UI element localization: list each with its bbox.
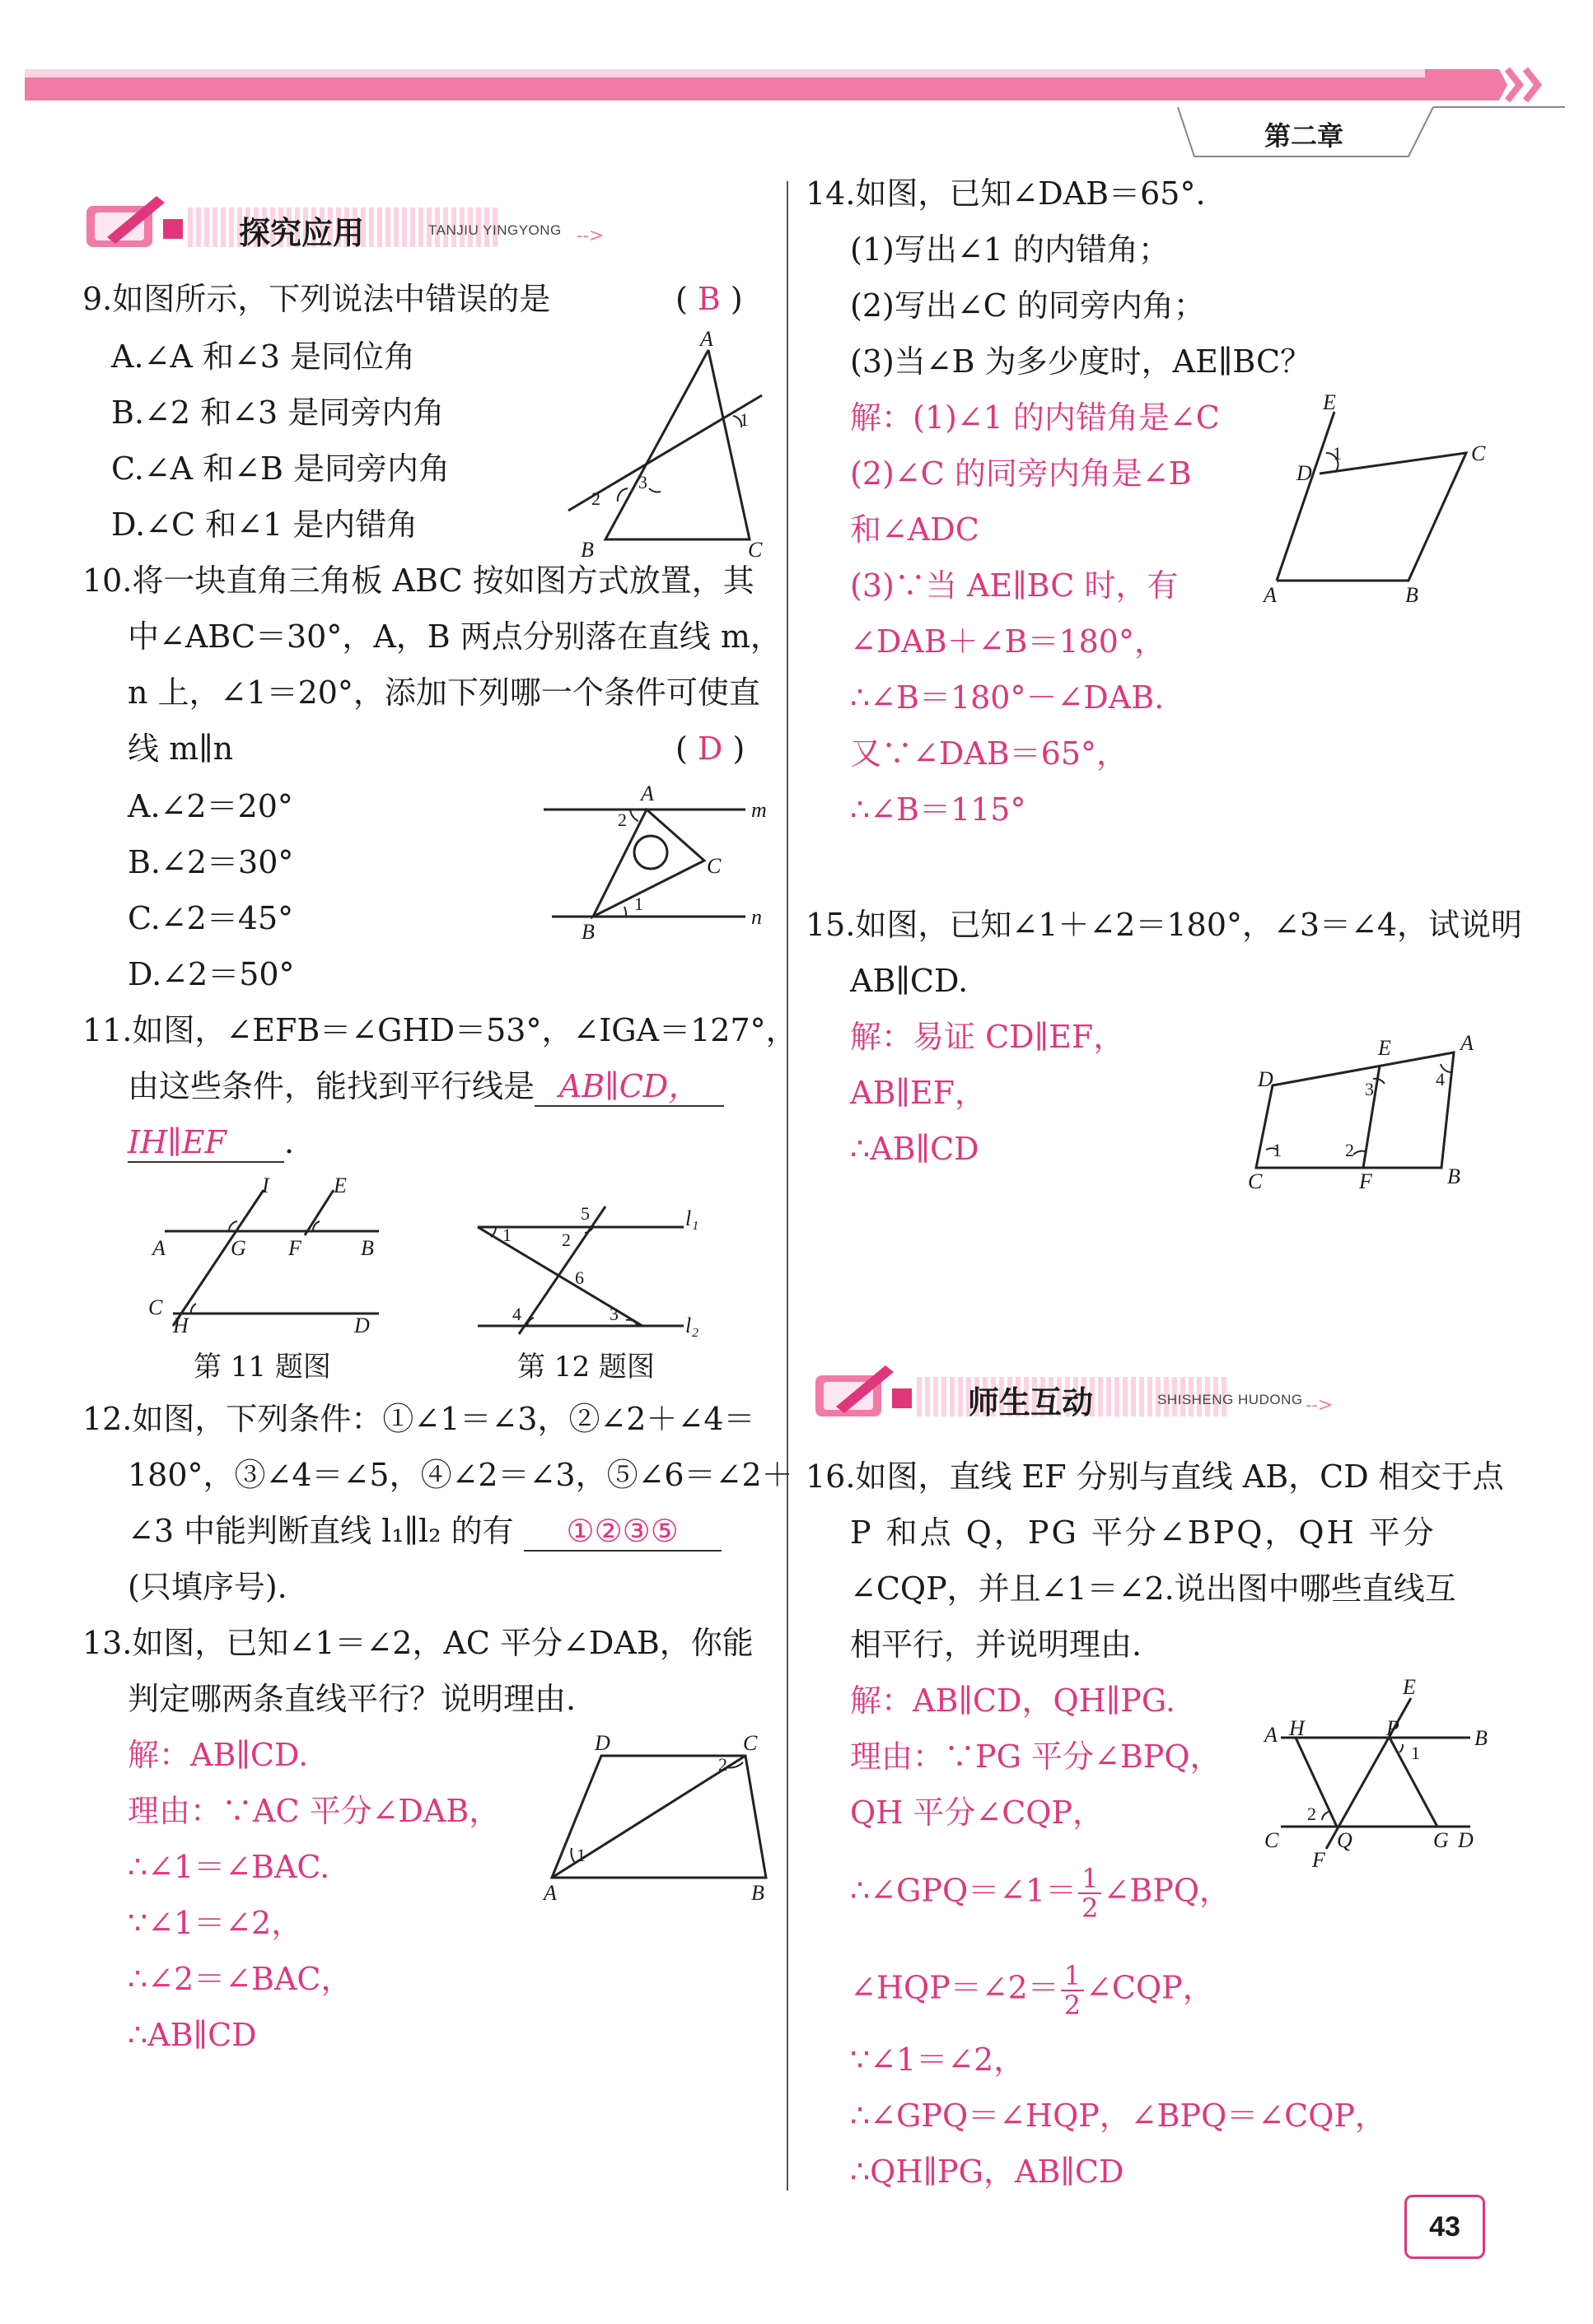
q15-sol-2: AB∥EF，	[850, 1075, 987, 1111]
label-2: 2	[618, 810, 627, 830]
label-A: A	[1460, 1031, 1474, 1055]
label-C: C	[148, 1295, 163, 1319]
q10-option-d: D.∠2＝50°	[128, 956, 295, 992]
label-B: B	[1405, 583, 1418, 607]
label-P: P	[1386, 1716, 1399, 1740]
q13-figure	[535, 1729, 774, 1911]
label-l1: l₁	[685, 1206, 699, 1230]
q9-option-c: C.∠A 和∠B 是同旁内角	[111, 450, 451, 487]
q11-line-1: 11.如图，∠EFB＝∠GHD＝53°，∠IGA＝127°，	[82, 1012, 797, 1048]
q14-line-1: 14.如图，已知∠DAB＝65°.	[806, 175, 1206, 212]
q13-sol-4: ∵∠1＝∠2，	[128, 1905, 303, 1941]
section-header-interact: 师生互动 SHISHENG HUDONG -->	[811, 1359, 1355, 1425]
q14-sol-7: 又∵∠DAB＝65°，	[850, 735, 1128, 772]
q10-line-4: 线 m∥n	[128, 730, 234, 767]
q10-figure	[535, 782, 774, 944]
label-2: 2	[1307, 1804, 1316, 1824]
label-B: B	[1474, 1726, 1488, 1750]
label-6: 6	[575, 1267, 584, 1288]
label-C: C	[743, 1731, 758, 1755]
q16-figure	[1264, 1675, 1495, 1878]
q14-sol-3: 和∠ADC	[850, 511, 979, 548]
q16-sol-3: QH 平分∠CQP，	[850, 1794, 1105, 1831]
q16-line-1: 16.如图，直线 EF 分别与直线 AB，CD 相交于点	[806, 1458, 1504, 1495]
label-G: G	[1433, 1828, 1449, 1852]
header-banner	[25, 64, 1565, 107]
q10-line-2: 中∠ABC＝30°，A，B 两点分别落在直线 m，	[128, 618, 782, 655]
label-A: A	[152, 1236, 166, 1260]
q11-caption: 第 11 题图	[194, 1351, 331, 1384]
label-B: B	[361, 1236, 374, 1260]
label-D: D	[1258, 1067, 1273, 1091]
column-divider	[787, 181, 788, 2191]
q9-stem: 9.如图所示，下列说法中错误的是	[82, 281, 551, 317]
label-3: 3	[610, 1304, 619, 1324]
q16-sol-5: ∴∠GPQ＝∠HQP，∠BPQ＝∠CQP，	[850, 2098, 1386, 2134]
q11-line-2: 由这些条件，能找到平行线是 AB∥CD，	[128, 1067, 724, 1107]
q10-option-b: B.∠2＝30°	[128, 844, 294, 880]
label-n: n	[751, 905, 762, 929]
label-3: 3	[638, 472, 647, 492]
label-B: B	[751, 1881, 764, 1905]
pen-icon	[811, 1359, 902, 1425]
q13-sol-5: ∴∠2＝∠BAC，	[128, 1961, 353, 1997]
q9-option-a: A.∠A 和∠3 是同位角	[111, 338, 415, 375]
label-2: 2	[562, 1230, 571, 1250]
q16-sol-4: ∵∠1＝∠2，	[850, 2042, 1025, 2078]
label-1: 1	[740, 409, 749, 430]
label-I: I	[262, 1174, 269, 1197]
q15-sol-3: ∴AB∥CD	[850, 1131, 979, 1167]
q13-line-2: 判定哪两条直线平行？说明理由.	[128, 1681, 577, 1717]
q10-option-a: A.∠2＝20°	[128, 788, 293, 824]
label-F: F	[1359, 1169, 1372, 1193]
q12-line-3: ∠3 中能判断直线 l₁∥l₂ 的有 ①②③⑤	[128, 1512, 722, 1552]
label-B: B	[582, 920, 595, 944]
q13-sol-6: ∴AB∥CD	[128, 2017, 257, 2053]
label-m: m	[751, 798, 767, 822]
q16-line-3: ∠CQP，并且∠1＝∠2.说出图中哪些直线互	[850, 1570, 1456, 1607]
label-1: 1	[1411, 1743, 1420, 1763]
label-C: C	[748, 538, 763, 562]
q12-figure	[469, 1190, 717, 1338]
q16-sol-1: 解：AB∥CD，QH∥PG.	[850, 1682, 1175, 1719]
label-A: A	[544, 1881, 557, 1905]
label-C: C	[1248, 1169, 1263, 1193]
q12-line-4: (只填序号).	[128, 1569, 287, 1605]
label-F: F	[1312, 1848, 1325, 1872]
q16-eq-1: ∴∠GPQ＝∠1＝ $\frac{1}{2}$ ∠BPQ，	[850, 1863, 1231, 1924]
label-2: 2	[718, 1754, 727, 1775]
label-D: D	[595, 1731, 610, 1755]
q12-line-2: 180°，③∠4＝∠5，④∠2＝∠3，⑤∠6＝∠2＋	[128, 1457, 793, 1493]
q13-sol-1: 解：AB∥CD.	[128, 1737, 309, 1773]
q16-sol-6: ∴QH∥PG，AB∥CD	[850, 2154, 1124, 2190]
q14-line-3: (2)写出∠C 的同旁内角；	[850, 287, 1205, 324]
q14-figure	[1244, 390, 1507, 609]
q10-line-1: 10.将一块直角三角板 ABC 按如图方式放置，其	[82, 562, 754, 599]
label-C: C	[1471, 441, 1486, 465]
label-1: 1	[1333, 443, 1342, 464]
label-D: D	[1458, 1828, 1474, 1852]
q16-sol-2: 理由：∵PG 平分∠BPQ，	[850, 1738, 1222, 1775]
section-subtitle: SHISHENG HUDONG	[1157, 1392, 1303, 1407]
pen-icon	[82, 189, 173, 255]
label-E: E	[1378, 1036, 1391, 1060]
q9-figure	[552, 327, 766, 564]
q14-sol-5: ∠DAB＋∠B＝180°，	[850, 623, 1166, 660]
label-A: A	[1264, 583, 1277, 607]
label-H: H	[1289, 1716, 1305, 1740]
label-A: A	[1264, 1723, 1278, 1747]
q15-sol-1: 解：易证 CD∥EF，	[850, 1019, 1125, 1055]
q13-sol-3: ∴∠1＝∠BAC.	[128, 1849, 330, 1885]
chapter-label: 第二章	[1264, 120, 1344, 152]
section-title: 师生互动	[968, 1384, 1094, 1421]
q9-option-d: D.∠C 和∠1 是内错角	[111, 506, 418, 543]
q16-line-4: 相平行，并说明理由.	[850, 1626, 1142, 1663]
q14-sol-2: (2)∠C 的同旁内角是∠B	[850, 455, 1192, 492]
q14-line-4: (3)当∠B 为多少度时，AE∥BC？	[850, 343, 1312, 380]
q10-option-c: C.∠2＝45°	[128, 900, 294, 936]
label-2: 2	[591, 488, 600, 509]
label-D: D	[354, 1314, 370, 1337]
label-C: C	[1264, 1828, 1279, 1852]
q12-line-1: 12.如图，下列条件：①∠1＝∠3，②∠2＋∠4＝	[82, 1401, 755, 1437]
page-number: 43	[1404, 2195, 1485, 2259]
label-l2: l₂	[685, 1314, 699, 1337]
q11-line-3: IH∥EF .	[128, 1123, 294, 1163]
q14-sol-1: 解：(1)∠1 的内错角是∠C	[850, 399, 1220, 436]
q13-line-1: 13.如图，已知∠1＝∠2，AC 平分∠DAB，你能	[82, 1625, 754, 1661]
label-A: A	[641, 782, 654, 805]
q15-line-1: 15.如图，已知∠1＋∠2＝180°，∠3＝∠4，试说明	[806, 907, 1523, 943]
label-4: 4	[1436, 1069, 1445, 1090]
label-4: 4	[512, 1304, 521, 1324]
label-1: 1	[634, 894, 643, 914]
label-H: H	[173, 1314, 189, 1337]
label-C: C	[707, 854, 722, 878]
q16-line-2: P 和点 Q，PG 平分∠BPQ，QH 平分	[850, 1514, 1437, 1551]
q14-line-2: (1)写出∠1 的内错角；	[850, 231, 1170, 268]
q10-line-3: n 上，∠1＝20°，添加下列哪一个条件可使直	[128, 674, 760, 711]
label-E: E	[334, 1174, 347, 1197]
label-2: 2	[1345, 1140, 1354, 1160]
label-1: 1	[502, 1225, 512, 1245]
label-Q: Q	[1337, 1828, 1352, 1852]
section-title: 探究应用	[239, 215, 365, 251]
q10-answer: ( D )	[675, 730, 745, 767]
label-A: A	[700, 327, 713, 351]
label-1: 1	[1273, 1140, 1282, 1160]
q15-line-2: AB∥CD.	[850, 963, 969, 999]
q13-sol-2: 理由：∵AC 平分∠DAB，	[128, 1793, 501, 1829]
section-header-explore: 探究应用 TANJIU YINGYONG -->	[82, 189, 626, 255]
label-B: B	[581, 538, 594, 562]
label-B: B	[1447, 1164, 1460, 1188]
q14-sol-8: ∴∠B＝115°	[850, 791, 1026, 828]
q15-figure	[1240, 1029, 1503, 1194]
label-E: E	[1323, 390, 1336, 414]
q14-sol-6: ∴∠B＝180°－∠DAB.	[850, 679, 1165, 716]
label-3: 3	[1365, 1079, 1374, 1099]
q9-answer: ( B )	[675, 281, 743, 317]
q11-figure	[148, 1174, 395, 1338]
label-D: D	[1296, 461, 1312, 485]
label-E: E	[1403, 1675, 1416, 1699]
label-1: 1	[577, 1845, 586, 1865]
q12-caption: 第 12 题图	[517, 1351, 655, 1384]
q9-option-b: B.∠2 和∠3 是同旁内角	[111, 394, 445, 431]
label-5: 5	[581, 1203, 590, 1224]
section-subtitle: TANJIU YINGYONG	[428, 222, 562, 238]
label-G: G	[231, 1236, 246, 1260]
label-F: F	[288, 1236, 301, 1260]
q14-sol-4: (3)∵当 AE∥BC 时，有	[850, 567, 1179, 604]
q16-eq-2: ∠HQP＝∠2＝ $\frac{1}{2}$ ∠CQP，	[850, 1960, 1214, 2021]
